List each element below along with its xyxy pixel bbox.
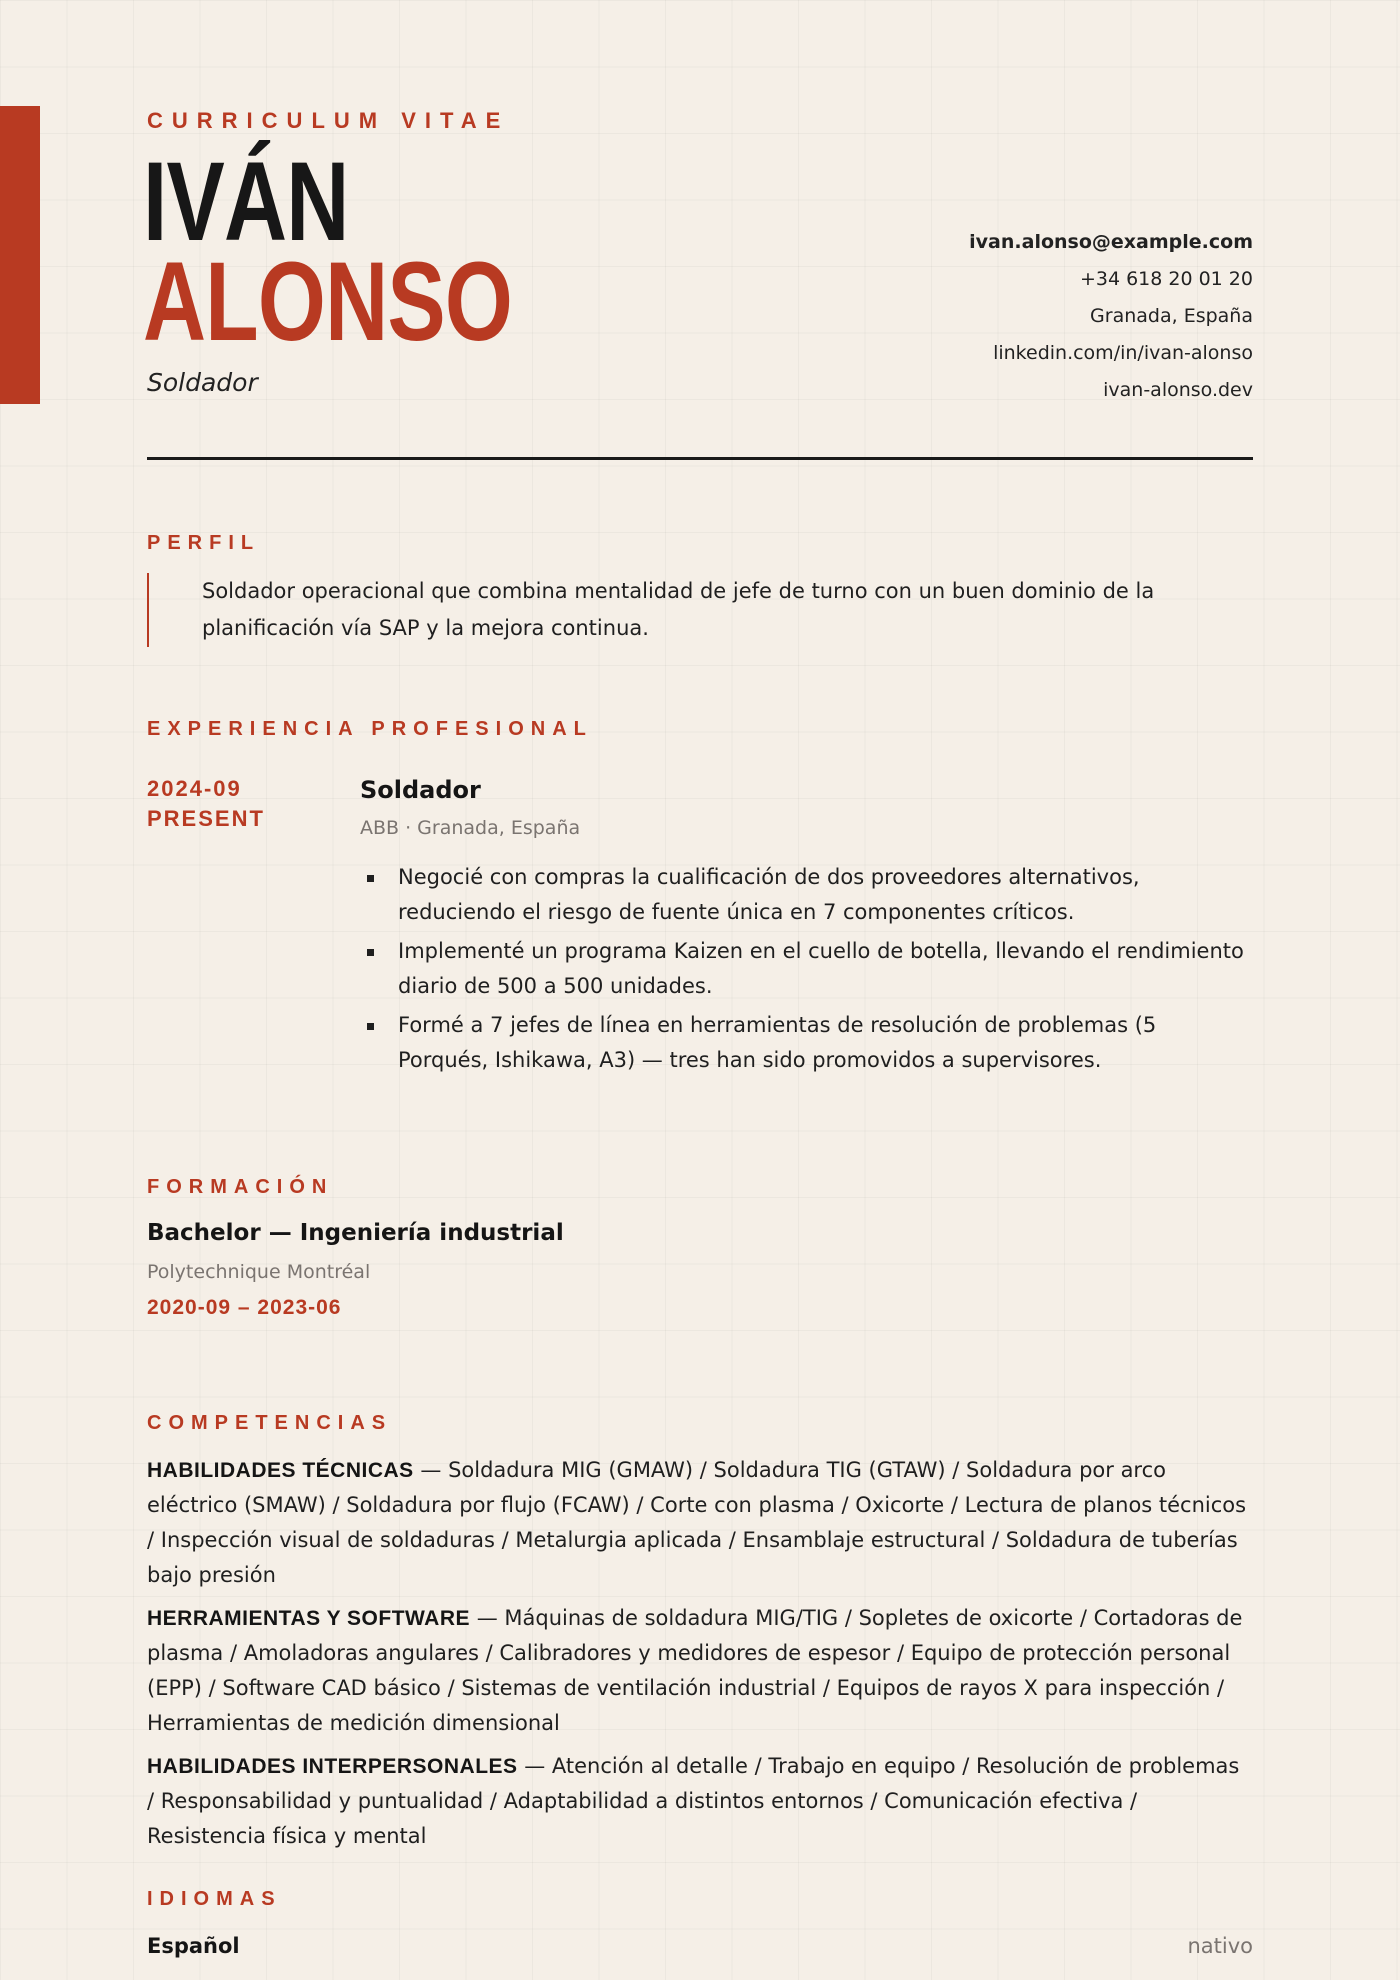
skill-group-technical	[147, 1453, 1253, 1593]
linkedin-link[interactable]: linkedin.com/in/ivan-alonso	[993, 342, 1253, 364]
skill-category: HABILIDADES INTERPERSONALES	[147, 1755, 518, 1778]
skill-category: HERRAMIENTAS Y SOFTWARE	[147, 1607, 471, 1630]
language-row	[147, 1934, 1253, 1958]
skill-separator: —	[524, 1754, 552, 1778]
skill-separator: —	[420, 1458, 449, 1482]
experience-dates	[147, 774, 265, 834]
first-name: IVÁN	[143, 139, 349, 264]
experience-title: Soldador	[360, 776, 481, 804]
language-name: Español	[147, 1934, 240, 1958]
section-title-education: FORMACIÓN	[147, 1176, 334, 1198]
language-level: nativo	[1187, 1934, 1253, 1958]
experience-date-start: 2024-09	[147, 776, 242, 801]
skill-category: HABILIDADES TÉCNICAS	[147, 1459, 414, 1482]
skill-items: Soldadura MIG (GMAW) / Soldadura TIG (GTAW) / Soldadura por arco eléctrico (SMAW) / Soldadura por flujo (FCAW) / Corte con plasma / Oxicorte / Lectura de planos técnicos / Inspección visual de soldaduras / Metalurgia aplicada / Ensamblaje estructural / Soldadura de tuberías bajo presión	[147, 1458, 1247, 1587]
email-link[interactable]: ivan.alonso@example.com	[969, 231, 1253, 253]
skills-list	[147, 1453, 1253, 1862]
experience-date-end: PRESENT	[147, 806, 265, 831]
website-link[interactable]: ivan-alonso.dev	[1103, 379, 1253, 401]
skill-items: Atención al detalle / Trabajo en equipo / Resolución de problemas / Responsabilidad y puntualidad / Adaptabilidad a distintos entornos / Comunicación efectiva / Resistencia física y mental	[147, 1754, 1240, 1848]
experience-bullets	[360, 860, 1253, 1082]
education-degree: Bachelor — Ingeniería industrial	[147, 1220, 564, 1246]
list-item: Formé a 7 jefes de línea en herramientas de resolución de problemas (5 Porqués, Ishikawa, A3) — tres han sido promovidos a supervisores.	[360, 1008, 1253, 1078]
header-divider	[147, 457, 1253, 460]
section-title-languages: IDIOMAS	[147, 1888, 282, 1910]
document-label: CURRICULUM VITAE	[147, 108, 510, 133]
section-title-skills: COMPETENCIAS	[147, 1412, 393, 1434]
section-title-profile: PERFIL	[147, 532, 261, 554]
skill-items: Máquinas de soldadura MIG/TIG / Sopletes de oxicorte / Cortadoras de plasma / Amoladoras angulares / Calibradores y medidores de espesor / Equipo de protección personal (EPP) / Software CAD básico / Sistemas de ventilación industrial / Equipos de rayos X para inspección / Herramientas de medición dimensional	[147, 1606, 1243, 1735]
section-title-experience: EXPERIENCIA PROFESIONAL	[147, 718, 593, 740]
location: Granada, España	[1090, 305, 1253, 327]
contact-block	[969, 224, 1253, 409]
list-item: Negocié con compras la cualificación de dos proveedores alternativos, reduciendo el riesgo de fuente única en 7 componentes críticos.	[360, 860, 1253, 930]
skill-group-interpersonal	[147, 1749, 1253, 1854]
phone-number: +34 618 20 01 20	[1079, 268, 1253, 290]
skill-separator: —	[476, 1606, 505, 1630]
experience-organization: ABB · Granada, España	[360, 817, 581, 839]
education-school: Polytechnique Montréal	[147, 1261, 371, 1283]
accent-bar	[0, 106, 40, 404]
list-item: Implementé un programa Kaizen en el cuello de botella, llevando el rendimiento diario de 500 a 500 unidades.	[360, 934, 1253, 1004]
job-role: Soldador	[147, 368, 258, 397]
education-dates: 2020-09 – 2023-06	[147, 1296, 342, 1319]
last-name: ALONSO	[143, 239, 513, 364]
skill-group-tools	[147, 1601, 1253, 1741]
profile-summary: Soldador operacional que combina mentalidad de jefe de turno con un buen dominio de la planificación vía SAP y la mejora continua.	[147, 573, 1202, 647]
